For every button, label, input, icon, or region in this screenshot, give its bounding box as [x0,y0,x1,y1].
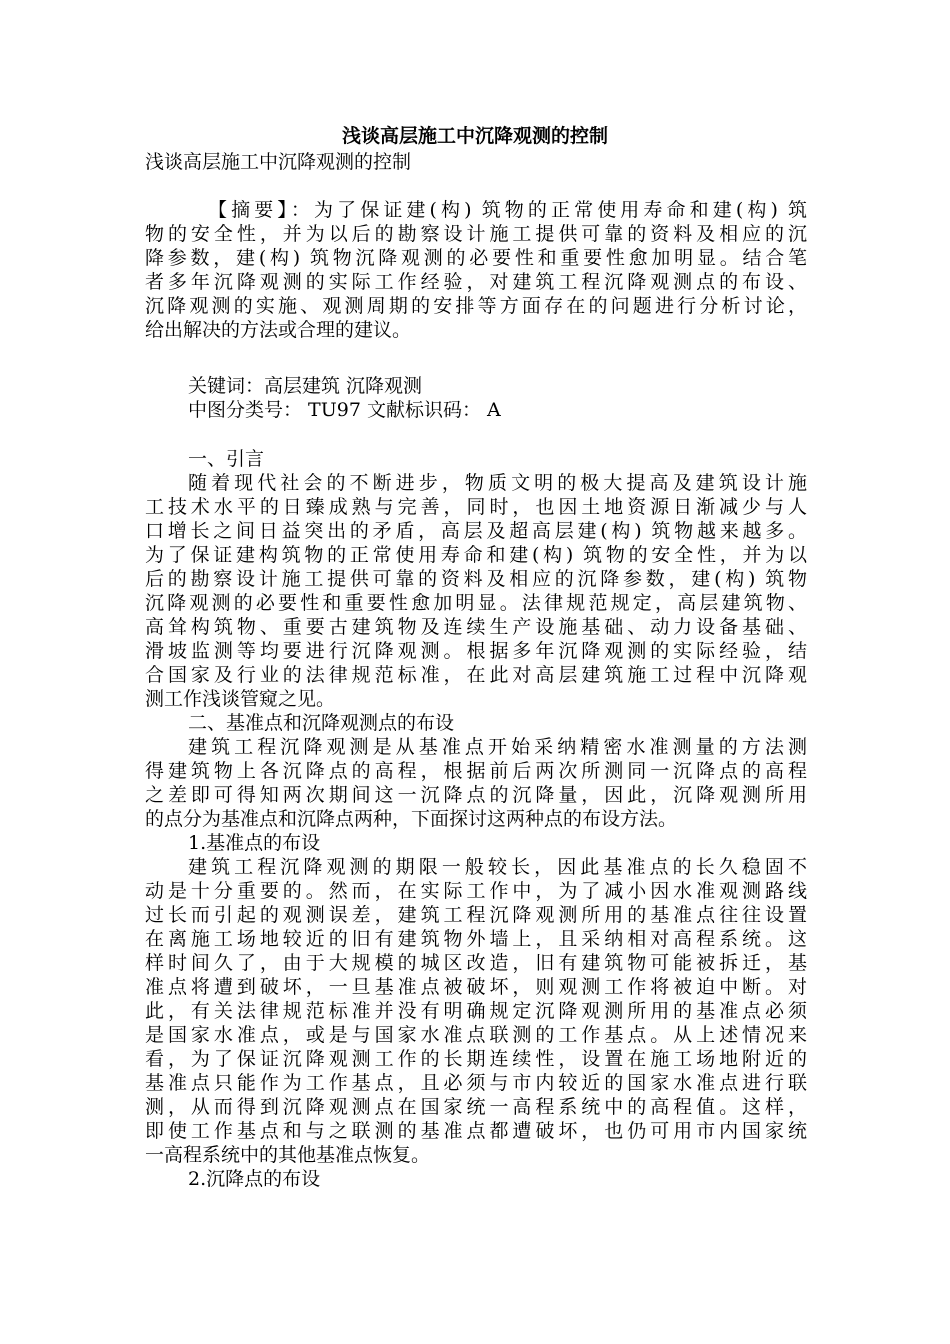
text-line: 者多年沉降观测的实际工作经验，对建筑工程沉降观测点的布设、 [145,271,807,293]
text-line: 一高程系统中的其他基准点恢复。 [145,1144,431,1166]
text-line: 测，从而得到沉降观测点在国家统一高程系统中的高程值。这样， [145,1096,807,1118]
text-line: 准点将遭到破坏，一旦基准点被破坏，则观测工作将被迫中断。对 [145,976,807,998]
text-line: 高耸构筑物、重要古建筑物及连续生产设施基础、动力设备基础、 [145,616,807,638]
text-line: 沉降观测的实施、观测周期的安排等方面存在的问题进行分析讨论， [145,295,807,317]
text-line: 口增长之间日益突出的矛盾，高层及超高层建(构) 筑物越来越多。 [145,520,807,542]
text-line: 工技术水平的日臻成熟与完善，同时，也因土地资源日渐减少与人 [145,496,807,518]
text-line: 1.基准点的布设 [188,832,321,854]
text-line: 合国家及行业的法律规范标准，在此对高层建筑施工过程中沉降观 [145,664,807,686]
text-line: 基准点只能作为工作基点，且必须与市内较近的国家水准点进行联 [145,1072,807,1094]
text-line: 得建筑物上各沉降点的高程，根据前后两次所测同一沉降点的高程 [145,760,807,782]
text-line: 给出解决的方法或合理的建议。 [145,319,412,341]
text-line: 的点分为基准点和沉降点两种，下面探讨这两种点的布设方法。 [145,808,678,830]
text-line: 沉降观测的必要性和重要性愈加明显。法律规范规定，高层建筑物、 [145,592,807,614]
text-line: 中图分类号： TU97 文献标识码： A [188,399,501,421]
text-line: 2.沉降点的布设 [188,1168,321,1190]
text-line: 关键词：高层建筑 沉降观测 [188,375,423,397]
text-line: 之差即可得知两次期间这一沉降点的沉降量，因此，沉降观测所用 [145,784,807,806]
text-line: 【摘要】：为了保证建(构) 筑物的正常使用寿命和建(构) 筑 [208,199,807,221]
text-line: 此，有关法律规范标准并没有明确规定沉降观测所用的基准点必须 [145,1000,807,1022]
text-line: 物的安全性，并为以后的勘察设计施工提供可靠的资料及相应的沉 [145,223,807,245]
text-line: 后的勘察设计施工提供可靠的资料及相应的沉降参数，建(构) 筑物 [145,568,807,590]
text-line: 建筑工程沉降观测的期限一般较长，因此基准点的长久稳固不 [188,856,807,878]
text-line: 二、基准点和沉降观测点的布设 [188,712,455,734]
document-title: 浅谈高层施工中沉降观测的控制 [341,125,608,147]
text-line: 动是十分重要的。然而，在实际工作中，为了减小因水准观测路线 [145,880,807,902]
text-line: 降参数，建(构) 筑物沉降观测的必要性和重要性愈加明显。结合笔 [145,247,807,269]
text-line: 在离施工场地较近的旧有建筑物外墙上，且采纳相对高程系统。这 [145,928,807,950]
text-line: 随着现代社会的不断进步，物质文明的极大提高及建筑设计施 [188,472,807,494]
text-line: 即使工作基点和与之联测的基准点都遭破坏，也仍可用市内国家统 [145,1120,807,1142]
text-line: 样时间久了，由于大规模的城区改造，旧有建筑物可能被拆迁，基 [145,952,807,974]
text-line: 一、引言 [188,448,265,470]
text-line: 为了保证建构筑物的正常使用寿命和建(构) 筑物的安全性，并为以 [145,544,807,566]
text-line: 滑坡监测等均要进行沉降观测。根据多年沉降观测的实际经验，结 [145,640,807,662]
text-line: 过长而引起的观测误差，建筑工程沉降观测所用的基准点往往设置 [145,904,807,926]
text-line: 浅谈高层施工中沉降观测的控制 [145,151,412,173]
text-line: 是国家水准点，或是与国家水准点联测的工作基点。从上述情况来 [145,1024,807,1046]
text-line: 看，为了保证沉降观测工作的长期连续性，设置在施工场地附近的 [145,1048,807,1070]
text-line: 测工作浅谈管窥之见。 [145,688,336,710]
text-line: 建筑工程沉降观测是从基准点开始采纳精密水准测量的方法测 [188,736,807,758]
